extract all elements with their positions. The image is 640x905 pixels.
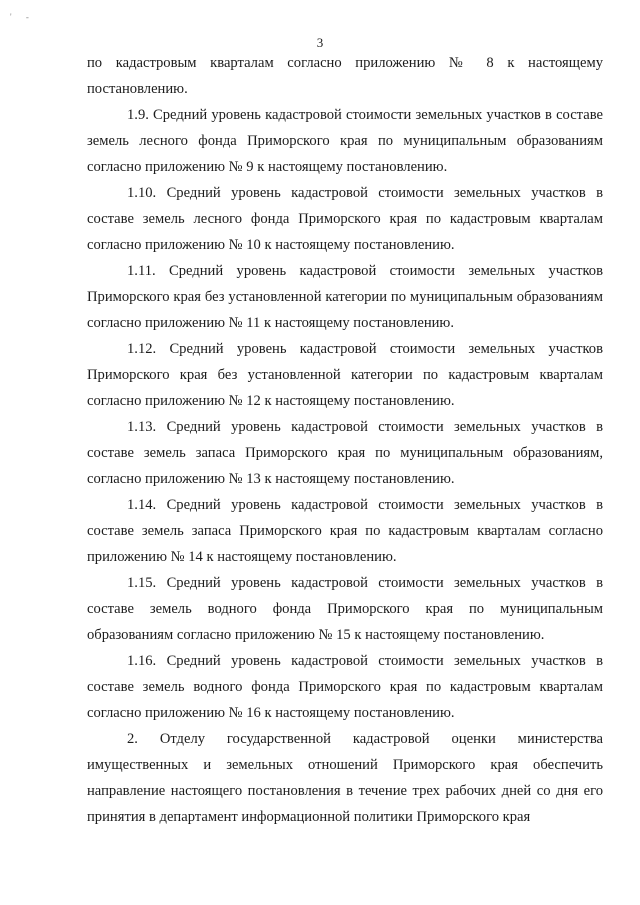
paragraph-1-9: 1.9. Средний уровень кадастровой стоимости земельных участков в составе земель лесного фонда Приморского края по муниципальным образованиям согласно приложению № 9 к настоящему постановлению. bbox=[87, 107, 603, 175]
paragraph-continuation: по кадастровым кварталам согласно приложению № 8 к настоящему постановлению. bbox=[87, 55, 603, 97]
paragraph-1-14: 1.14. Средний уровень кадастровой стоимости земельных участков в составе земель запаса Приморского края по кадастровым кварталам согласно приложению № 14 к настоящему постановлению. bbox=[87, 497, 603, 565]
document-body bbox=[87, 50, 603, 830]
paragraph-1-10: 1.10. Средний уровень кадастровой стоимости земельных участков в составе земель лесного фонда Приморского края по кадастровым кварталам согласно приложению № 10 к настоящему постановлению. bbox=[87, 185, 603, 253]
paragraph-1-15: 1.15. Средний уровень кадастровой стоимости земельных участков в составе земель водного фонда Приморского края по муниципальным образованиям согласно приложению № 15 к настоящему постановлению. bbox=[87, 575, 603, 643]
paragraph-1-12: 1.12. Средний уровень кадастровой стоимости земельных участков Приморского края без установленной категории по кадастровым кварталам согласно приложению № 12 к настоящему постановлению. bbox=[87, 341, 603, 409]
paragraph-1-11: 1.11. Средний уровень кадастровой стоимости земельных участков Приморского края без установленной категории по муниципальным образованиям согласно приложению № 11 к настоящему постановлению. bbox=[87, 263, 603, 331]
paragraph-1-13: 1.13. Средний уровень кадастровой стоимости земельных участков в составе земель запаса Приморского края по муниципальным образованиям, согласно приложению № 13 к настоящему постановлению. bbox=[87, 419, 603, 487]
page-number: 3 bbox=[316, 35, 324, 50]
corner-marks: ' - bbox=[10, 12, 35, 22]
paragraph-1-16: 1.16. Средний уровень кадастровой стоимости земельных участков в составе земель водного фонда Приморского края по кадастровым кварталам согласно приложению № 16 к настоящему постановлению. bbox=[87, 653, 603, 721]
paragraph-2: 2. Отделу государственной кадастровой оценки министерства имущественных и земельных отношений Приморского края обеспечить направление настоящего постановления в течение трех рабочих дней со дня его принятия в департамент информационной политики Приморского края bbox=[87, 731, 603, 825]
